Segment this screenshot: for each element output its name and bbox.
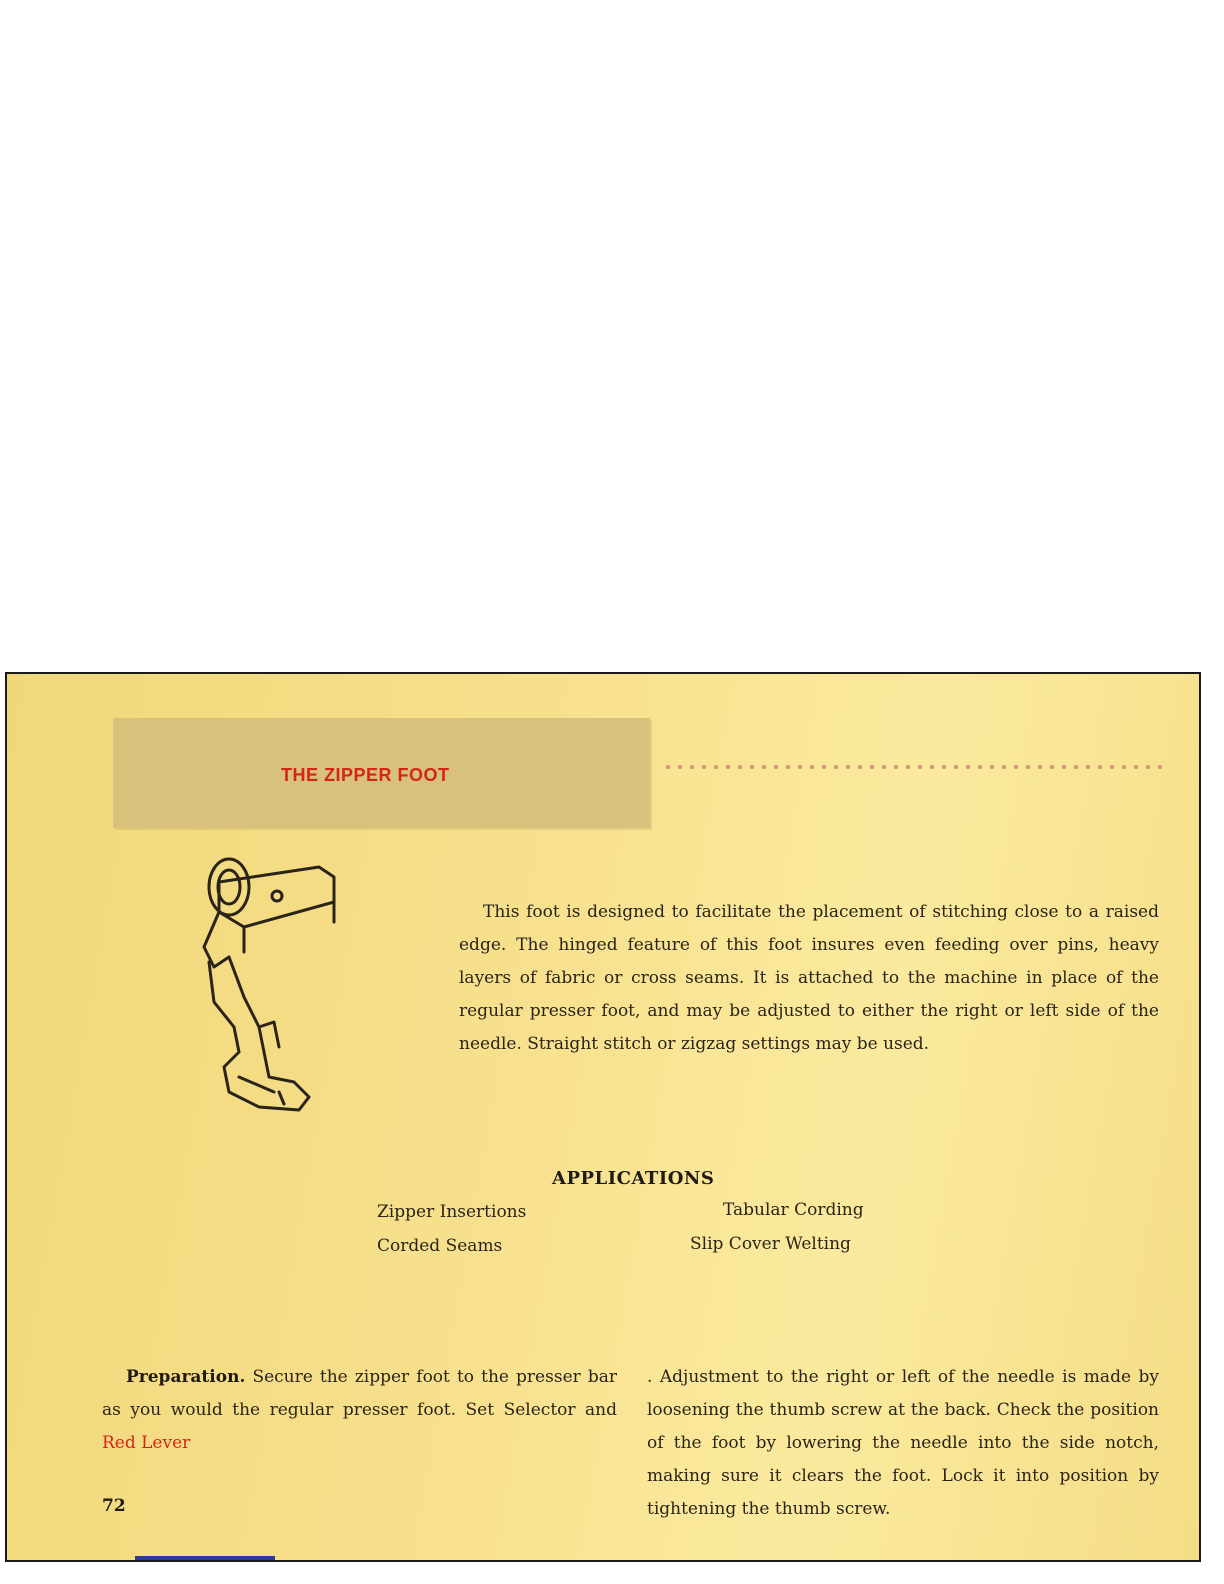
intro-paragraph: This foot is designed to facilitate the placement of stitching close to a raised edge. The hinged feature of this foot insures even feeding over pins, heavy layers of fabric or cross seams. It is attached to the machine in place of the regular presser foot, and may be adjusted to either the right or left side of the needle. Straight stitch or zigzag settings may be used.: [459, 902, 1159, 1054]
preparation-label: Preparation.: [126, 1367, 246, 1387]
preparation-continued: . Adjustment to the right or left of the needle is made by loosening the thumb screw at the back. Check the position of the foot by lowering the needle into the side notch, making sure it clears the foot. Lock it into position by tightening the thumb screw.: [647, 1367, 1159, 1519]
page-title: THE ZIPPER FOOT: [281, 765, 450, 785]
application-item: Corded Seams: [377, 1236, 503, 1256]
page-number: 72: [102, 1496, 126, 1516]
dotted-rule: [662, 764, 1162, 770]
manual-page-photo: [5, 672, 1201, 1562]
application-item: Slip Cover Welting: [690, 1234, 851, 1254]
scan-edge-mark: [135, 1556, 275, 1560]
preparation-text: Secure the zipper foot to the presser bar as you would the regular presser foot. Set Selector and: [102, 1367, 617, 1420]
preparation-paragraph: [102, 1361, 617, 1460]
red-lever-label: Red Lever: [102, 1433, 191, 1453]
zipper-foot-illustration: [189, 852, 359, 1122]
application-item: Zipper Insertions: [377, 1202, 527, 1222]
application-item: Tabular Cording: [723, 1200, 864, 1220]
applications-heading: APPLICATIONS: [552, 1168, 715, 1189]
title-band: [113, 718, 650, 828]
